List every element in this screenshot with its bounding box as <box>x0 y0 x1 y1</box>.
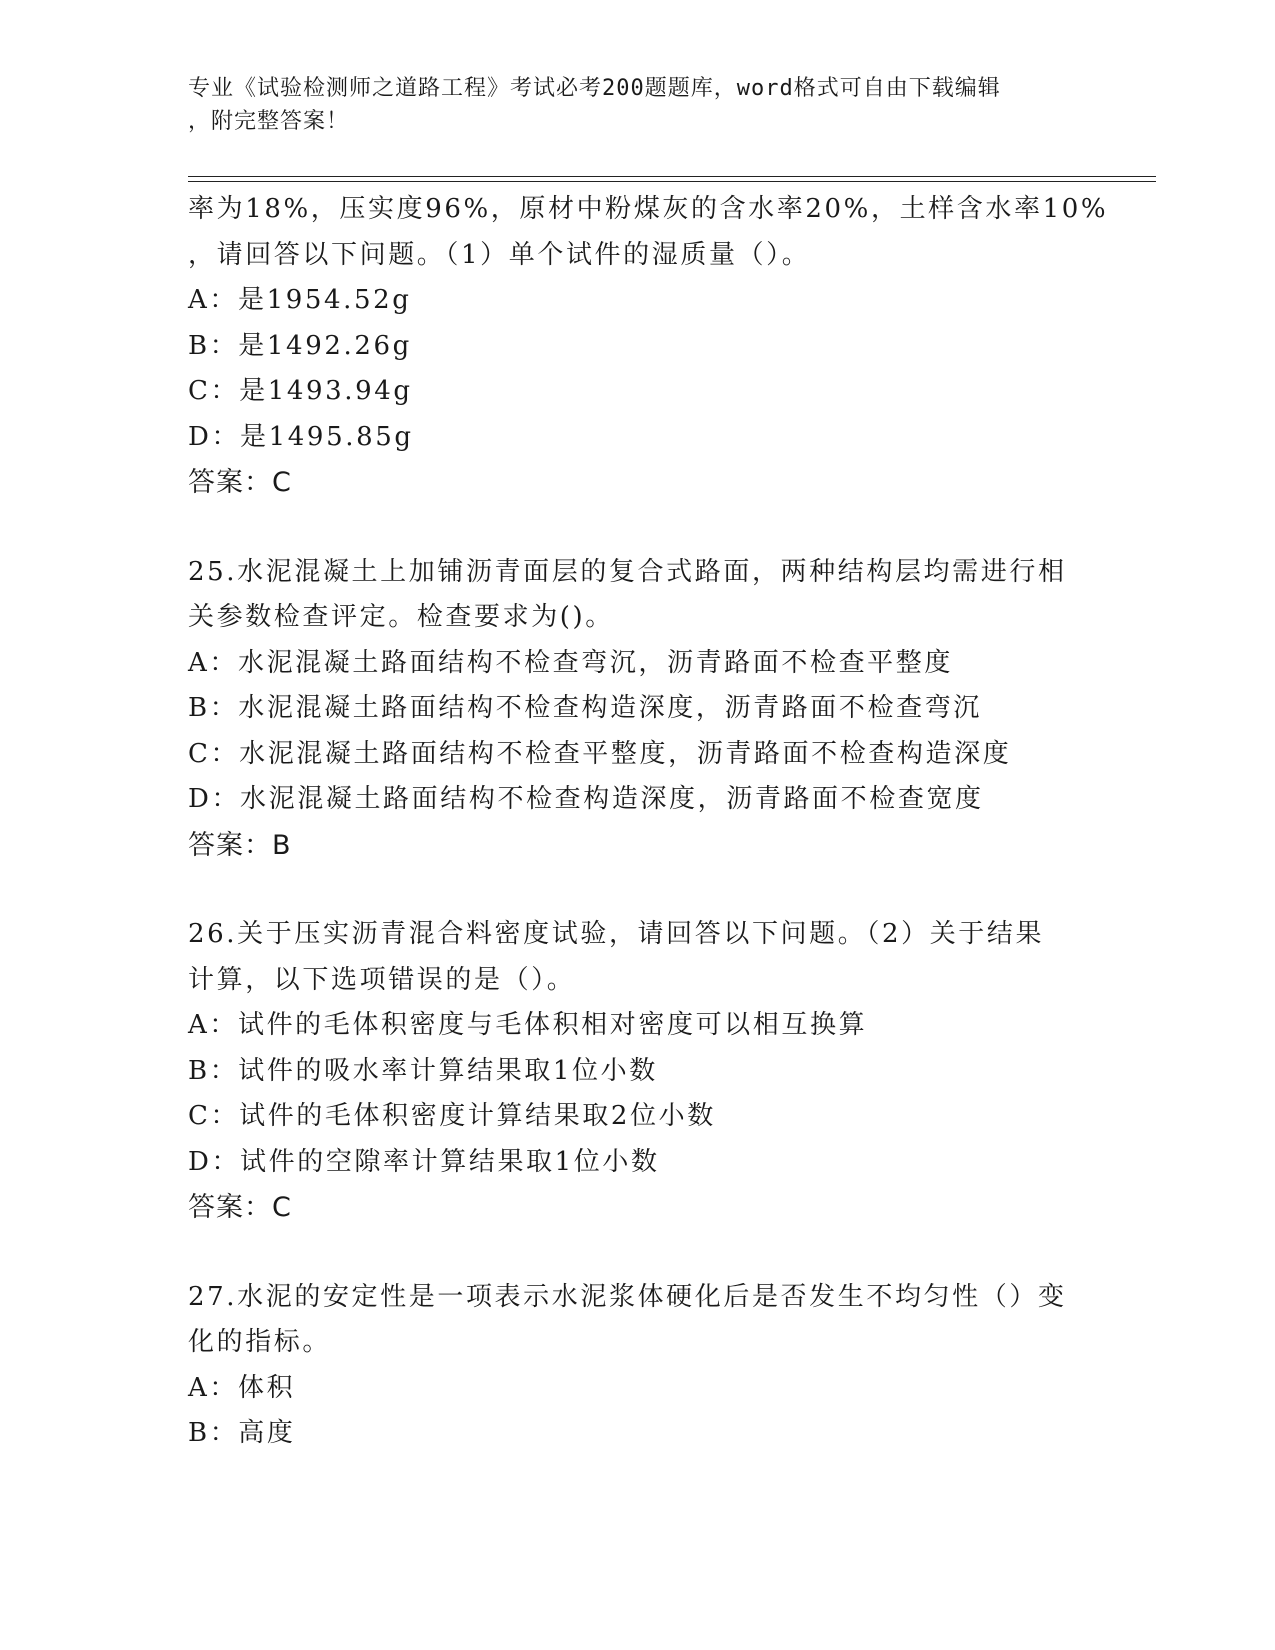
option-a: A：是1954.52g <box>188 285 412 315</box>
option-c: C：是1493.94g <box>188 376 413 406</box>
answer-label: 答案：C <box>188 467 292 498</box>
answer-label: 答案：C <box>188 1192 292 1223</box>
question-text-line: ，请回答以下问题。（1）单个试件的湿质量（）。 <box>188 239 811 270</box>
option-c: C：水泥混凝土路面结构不检查平整度，沥青路面不检查构造深度 <box>188 738 1012 769</box>
option-a: A：体积 <box>188 1372 296 1403</box>
document-body <box>188 187 1108 1457</box>
answer-label: 答案：B <box>188 829 292 861</box>
option-b: B：高度 <box>188 1418 296 1448</box>
header-line-2: ，附完整答案！ <box>188 109 350 134</box>
option-a: A：试件的毛体积密度与毛体积相对密度可以相互换算 <box>188 1010 868 1040</box>
question-text-line: 25.水泥混凝土上加铺沥青面层的复合式路面，两种结构层均需进行相 <box>188 556 1067 587</box>
option-b: B：水泥混凝土路面结构不检查构造深度，沥青路面不检查弯沉 <box>188 693 982 723</box>
header-divider-top <box>188 176 1156 177</box>
document-header <box>188 72 1088 138</box>
question-continued <box>188 187 1108 506</box>
option-b: B：试件的吸水率计算结果取1位小数 <box>188 1055 658 1086</box>
option-c: C：试件的毛体积密度计算结果取2位小数 <box>188 1101 716 1131</box>
question-text-line: 率为18%，压实度96%，原材中粉煤灰的含水率20%，土样含水率10% <box>188 194 1109 224</box>
question-25 <box>188 550 1108 869</box>
option-d: D：试件的空隙率计算结果取1位小数 <box>188 1146 660 1177</box>
question-26 <box>188 912 1108 1231</box>
question-27 <box>188 1275 1108 1457</box>
question-text-line: 化的指标。 <box>188 1327 332 1357</box>
option-d: D：水泥混凝土路面结构不检查构造深度，沥青路面不检查宽度 <box>188 784 984 814</box>
header-line-1: 专业《试验检测师之道路工程》考试必考200题题库，word格式可自由下载编辑 <box>188 76 1001 101</box>
header-divider-bottom <box>188 181 1156 182</box>
question-text-line: 27.水泥的安定性是一项表示水泥浆体硬化后是否发生不均匀性（）变 <box>188 1281 1067 1312</box>
question-text-line: 计算，以下选项错误的是（）。 <box>188 964 576 995</box>
option-d: D：是1495.85g <box>188 421 414 452</box>
question-text-line: 关参数检查评定。检查要求为()。 <box>188 602 614 632</box>
option-a: A：水泥混凝土路面结构不检查弯沉，沥青路面不检查平整度 <box>188 647 953 678</box>
option-b: B：是1492.26g <box>188 330 412 361</box>
question-text-line: 26.关于压实沥青混合料密度试验，请回答以下问题。（2）关于结果 <box>188 919 1045 949</box>
